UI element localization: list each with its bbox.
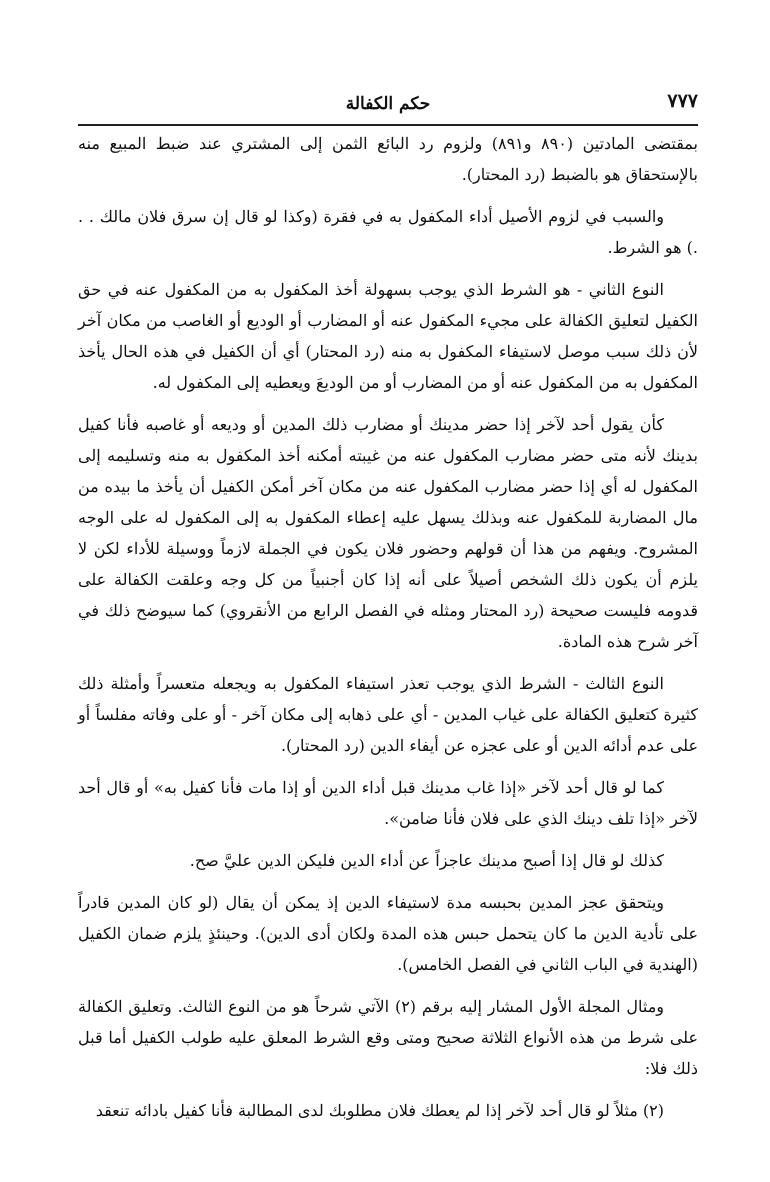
paragraph-cause: والسبب في لزوم الأصيل أداء المكفول به في فقرة (وكذا لو قال إن سرق فلان مالك . . .) هو الشرط. bbox=[78, 207, 698, 257]
paragraph-continuation: بمقتضى المادتين (٨٩٠ و٨٩١) ولزوم رد البائع الثمن إلى المشتري عند ضبط المبيع منه بالإستحقاق هو بالضبط (رد المحتار). bbox=[78, 134, 699, 184]
paragraph-debtor-incapacity: كذلك لو قال إذا أصبح مدينك عاجزاً عن أداء الدين فليكن الدين عليَّ صح. bbox=[189, 851, 664, 870]
paragraph-second-type: النوع الثاني - هو الشرط الذي يوجب بسهولة أخذ المكفول به من المكفول عنه في حق الكفيل لتعليق الكفالة على مجيء المكفول عنه أو المضارب أو الوديع أو الغاصب من مكان آخر لأن ذلك سبب موصل لاستيفاء المكفول به منه (رد المحتار) أي أن الكفيل في هذه الحال يأخذ المكفول به من المكفول عنه أو من المضارب أو من الوديعَ ويعطيه إلى المكفول له. bbox=[78, 280, 698, 392]
paragraph-incapacity-detail: ويتحقق عجز المدين بحبسه مدة لاستيفاء الدين إذ يمكن أن يقال (لو كان المدين قادراً على تأدية الدين ما كان يتحمل حبس هذه المدة ولكان أدى الدين). وحينئذٍ يلزم ضمان الكفيل (الهندية في الباب الثاني في الفصل الخامس). bbox=[78, 893, 698, 974]
paragraph-third-type: النوع الثالث - الشرط الذي يوجب تعذر استيفاء المكفول به ويجعله متعسراً وأمثلة ذلك كثيرة كتعليق الكفالة على غياب المدين - أي على ذهابه إلى مكان آخر - أو على وفاته مفلساً أو على عدم أدائه الدين أو على عجزه عن أيفاء الدين (رد المحتار). bbox=[78, 674, 698, 755]
paragraph-example-2: (٢) مثلاً لو قال أحد لآخر إذا لم يعطك فلان مطلوبك لدى المطالبة فأنا كفيل بادائه تنعقد bbox=[95, 1101, 664, 1120]
paragraph-majalla-example: ومثال المجلة الأول المشار إليه برقم (٢) الآتي شرحاً هو من النوع الثالث. وتعليق الكفالة على شرط من هذه الأنواع الثلاثة صحيح ومتى وقع الشرط المعلق عليه طولب الكفيل أما قبل ذلك فلا: bbox=[78, 997, 698, 1078]
header-title: حكم الكفالة bbox=[345, 94, 431, 114]
header-divider bbox=[78, 124, 698, 126]
page-number: ٧٧٧ bbox=[667, 90, 698, 112]
paragraph-second-type-example: كأن يقول أحد لآخر إذا حضر مدينك أو مضارب ذلك المدين أو وديعه أو غاصبه فأنا كفيل بدينك لأنه متى حضر مضارب المكفول عنه من غيبته أمكنه أخذ المكفول به منه وتسليمه إلى المكفول له أي إذا حضر مضارب المكفول عنه من مكان آخر أمكن الكفيل أن يأخذ ما بيده من مال المضاربة للمكفول عنه وبذلك يسهل عليه إعطاء المكفول به إلى المكفول له على الوجه المشروح. ويفهم من هذا أن قولهم وحضور فلان يكون في الجملة لازماً ووسيلة للأداء لكن لا يلزم أن يكون ذلك الشخص أصيلاً على أنه إذا كان أجنبياً من كل وجه وعلقت الكفالة على قدومه فليست صحيحة (رد المحتار ومثله في الفصل الرابع من الأنقروي) كما سيوضح ذلك في آخر شرح هذه المادة. bbox=[78, 415, 698, 651]
paragraph-third-type-example: كما لو قال أحد لآخر «إذا غاب مدينك قبل أداء الدين أو إذا مات فأنا كفيل به» أو قال أحد لآخر «إذا تلف دينك الذي على فلان فأنا ضامن». bbox=[78, 778, 698, 828]
page-header bbox=[78, 88, 698, 122]
page-body bbox=[78, 128, 698, 1137]
